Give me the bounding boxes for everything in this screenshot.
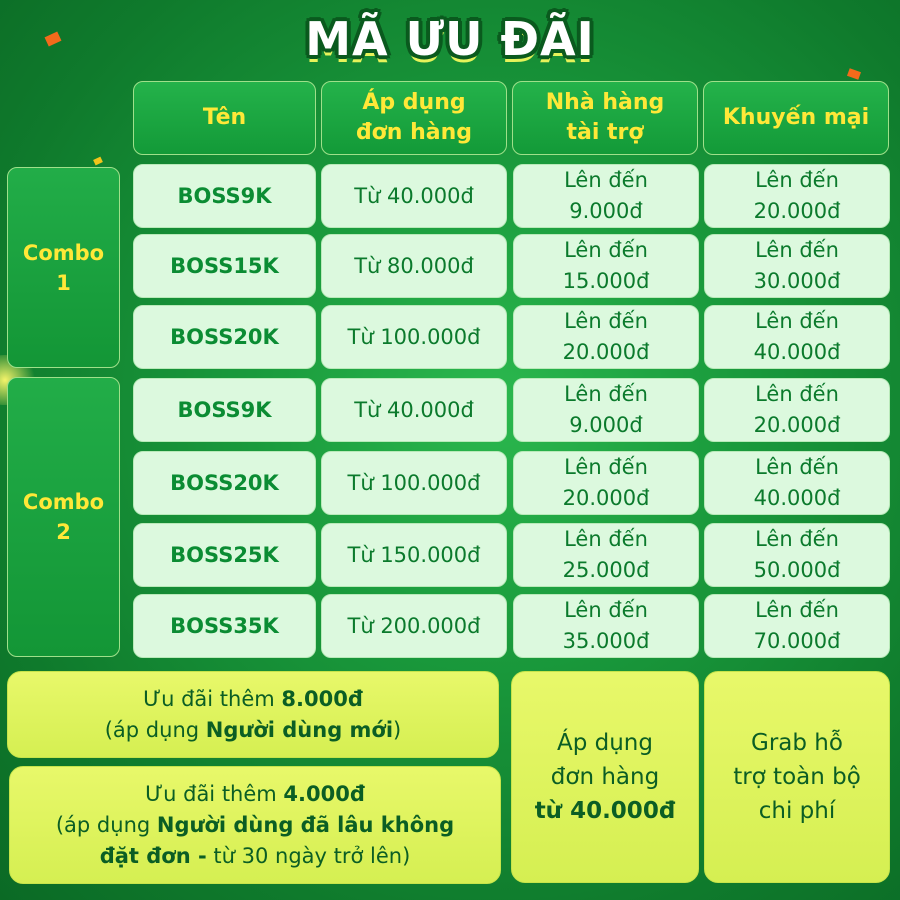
new-user-paren-close: ) bbox=[393, 717, 402, 742]
row-2-sponsor-cell bbox=[513, 234, 699, 298]
row-7-code-cell bbox=[133, 594, 316, 658]
row-6-code-cell bbox=[133, 523, 316, 587]
returning-user-amount: 4.000đ bbox=[283, 781, 365, 806]
row-1-promo-line1: Lên đến bbox=[755, 168, 839, 192]
header-sponsor-line2: tài trợ bbox=[566, 120, 644, 145]
row-3-apply-cell bbox=[321, 305, 507, 369]
combo-2-label bbox=[7, 377, 120, 657]
row-2-code-text: BOSS15K bbox=[170, 253, 279, 278]
row-7-code-text: BOSS35K bbox=[170, 613, 279, 638]
min-order-amount: từ 40.000đ bbox=[534, 798, 676, 824]
row-2-apply-text: Từ 80.000đ bbox=[354, 253, 474, 278]
row-7-sponsor-line1: Lên đến bbox=[564, 598, 648, 622]
row-4-promo-line1: Lên đến bbox=[755, 382, 839, 406]
header-sponsor-line1: Nhà hàng bbox=[545, 90, 665, 115]
returning-user-paren-open: (áp dụng bbox=[55, 812, 157, 837]
row-4-promo-line2: 20.000đ bbox=[753, 413, 841, 437]
row-4-apply-cell bbox=[321, 378, 507, 442]
min-order-note bbox=[511, 671, 699, 883]
header-sponsor bbox=[512, 81, 698, 155]
row-5-promo-line2: 40.000đ bbox=[753, 486, 841, 510]
row-6-sponsor-cell bbox=[513, 523, 699, 587]
grab-line1: Grab hỗ bbox=[751, 730, 843, 756]
row-4-sponsor-cell bbox=[513, 378, 699, 442]
row-2-apply-cell bbox=[321, 234, 507, 298]
row-4-code-cell bbox=[133, 378, 316, 442]
row-7-promo-line2: 70.000đ bbox=[753, 629, 841, 653]
row-6-promo-line1: Lên đến bbox=[755, 527, 839, 551]
new-user-prefix: Ưu đãi thêm bbox=[143, 686, 282, 711]
row-5-promo-cell bbox=[704, 451, 890, 515]
row-4-promo-cell bbox=[704, 378, 890, 442]
row-1-sponsor-line2: 9.000đ bbox=[569, 199, 643, 223]
row-7-sponsor-line2: 35.000đ bbox=[562, 629, 650, 653]
row-2-promo-line2: 30.000đ bbox=[753, 269, 841, 293]
row-3-code-cell bbox=[133, 305, 316, 369]
row-3-promo-cell bbox=[704, 305, 890, 369]
row-1-sponsor-line1: Lên đến bbox=[564, 168, 648, 192]
row-5-code-cell bbox=[133, 451, 316, 515]
combo-2-number: 2 bbox=[56, 520, 71, 544]
row-1-promo-cell bbox=[704, 164, 890, 228]
row-3-promo-line1: Lên đến bbox=[755, 309, 839, 333]
row-2-promo-line1: Lên đến bbox=[755, 238, 839, 262]
row-2-promo-cell bbox=[704, 234, 890, 298]
row-3-code-text: BOSS20K bbox=[170, 324, 279, 349]
row-1-sponsor-cell bbox=[513, 164, 699, 228]
confetti-decoration bbox=[847, 68, 861, 80]
row-4-sponsor-line2: 9.000đ bbox=[569, 413, 643, 437]
row-7-apply-cell bbox=[321, 594, 507, 658]
row-1-apply-text: Từ 40.000đ bbox=[354, 183, 474, 208]
new-user-target: Người dùng mới bbox=[205, 717, 394, 742]
returning-user-target-line2: đặt đơn - bbox=[99, 843, 207, 868]
row-1-code-cell bbox=[133, 164, 316, 228]
new-user-note bbox=[7, 671, 499, 758]
returning-user-prefix: Ưu đãi thêm bbox=[145, 781, 284, 806]
confetti-decoration bbox=[93, 157, 103, 166]
row-6-apply-text: Từ 150.000đ bbox=[347, 542, 481, 567]
header-name bbox=[133, 81, 316, 155]
row-6-promo-line2: 50.000đ bbox=[753, 558, 841, 582]
row-1-apply-cell bbox=[321, 164, 507, 228]
header-apply-line1: Áp dụng bbox=[362, 90, 466, 115]
returning-user-suffix: từ 30 ngày trở lên) bbox=[206, 843, 411, 868]
returning-user-note bbox=[9, 766, 501, 884]
row-2-sponsor-line2: 15.000đ bbox=[562, 269, 650, 293]
row-3-promo-line2: 40.000đ bbox=[753, 340, 841, 364]
row-2-sponsor-line1: Lên đến bbox=[564, 238, 648, 262]
row-7-sponsor-cell bbox=[513, 594, 699, 658]
row-5-promo-line1: Lên đến bbox=[755, 455, 839, 479]
row-5-apply-text: Từ 100.000đ bbox=[347, 470, 481, 495]
header-apply-line2: đơn hàng bbox=[355, 120, 473, 145]
row-3-sponsor-cell bbox=[513, 305, 699, 369]
header-name-label: Tên bbox=[202, 105, 247, 130]
row-2-code-cell bbox=[133, 234, 316, 298]
combo-1-word: Combo bbox=[22, 240, 105, 265]
row-3-sponsor-line1: Lên đến bbox=[564, 309, 648, 333]
new-user-amount: 8.000đ bbox=[281, 686, 363, 711]
grab-support-note bbox=[704, 671, 890, 883]
combo-2-word: Combo bbox=[22, 490, 105, 514]
combo-1-label bbox=[7, 167, 120, 368]
min-order-line1: Áp dụng bbox=[556, 730, 653, 756]
row-5-sponsor-cell bbox=[513, 451, 699, 515]
row-6-apply-cell bbox=[321, 523, 507, 587]
new-user-paren-open: (áp dụng bbox=[104, 717, 206, 742]
row-5-sponsor-line2: 20.000đ bbox=[562, 486, 650, 510]
row-6-code-text: BOSS25K bbox=[170, 542, 279, 567]
page-title: MÃ ƯU ĐÃI bbox=[305, 12, 595, 66]
grab-line3: chi phí bbox=[758, 798, 836, 824]
row-5-apply-cell bbox=[321, 451, 507, 515]
row-7-promo-cell bbox=[704, 594, 890, 658]
combo-1-number: 1 bbox=[56, 270, 71, 295]
row-3-sponsor-line2: 20.000đ bbox=[562, 340, 650, 364]
header-apply bbox=[321, 81, 507, 155]
row-5-code-text: BOSS20K bbox=[170, 470, 279, 495]
row-3-apply-text: Từ 100.000đ bbox=[347, 324, 481, 349]
header-promo bbox=[703, 81, 889, 155]
row-4-sponsor-line1: Lên đến bbox=[564, 382, 648, 406]
row-1-code-text: BOSS9K bbox=[177, 183, 272, 208]
row-4-apply-text: Từ 40.000đ bbox=[354, 397, 474, 422]
row-6-promo-cell bbox=[704, 523, 890, 587]
row-5-sponsor-line1: Lên đến bbox=[564, 455, 648, 479]
min-order-line2: đơn hàng bbox=[550, 764, 660, 790]
row-7-apply-text: Từ 200.000đ bbox=[347, 613, 481, 638]
grab-line2: trợ toàn bộ bbox=[733, 764, 861, 790]
row-4-code-text: BOSS9K bbox=[177, 397, 272, 422]
header-promo-label: Khuyến mại bbox=[722, 105, 870, 130]
row-7-promo-line1: Lên đến bbox=[755, 598, 839, 622]
returning-user-target-line1: Người dùng đã lâu không bbox=[156, 812, 455, 837]
row-6-sponsor-line1: Lên đến bbox=[564, 527, 648, 551]
row-6-sponsor-line2: 25.000đ bbox=[562, 558, 650, 582]
row-1-promo-line2: 20.000đ bbox=[753, 199, 841, 223]
